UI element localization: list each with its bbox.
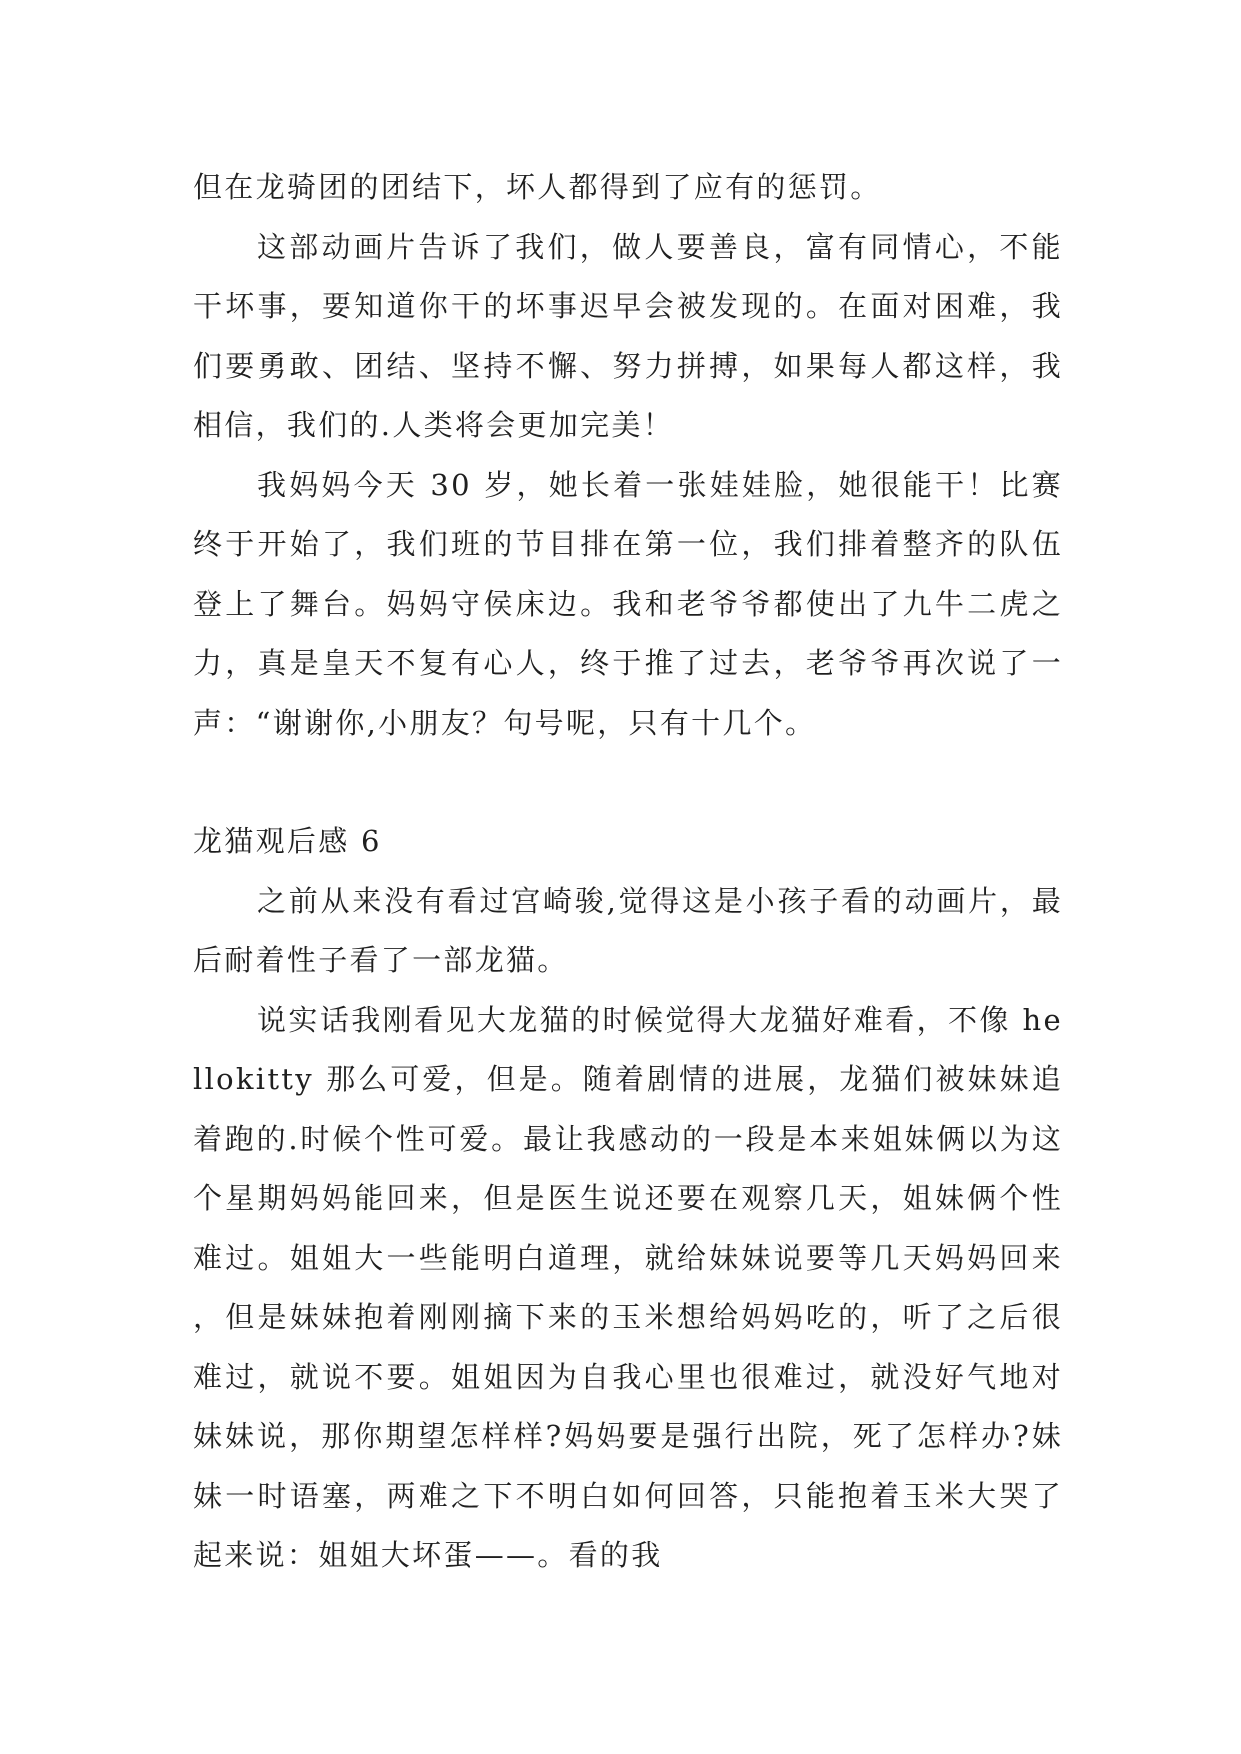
paragraph: 之前从来没有看过宫崎骏,觉得这是小孩子看的动画片，最后耐着性子看了一部龙猫。 xyxy=(193,883,1063,977)
paragraph: 这部动画片告诉了我们，做人要善良，富有同情心，不能干坏事，要知道你干的坏事迟早会被发现的。在面对困难，我们要勇敢、团结、坚持不懈、努力拼搏，如果每人都这样，我相信，我们的.人类将会更加完美！ xyxy=(193,229,1063,442)
paragraph-continuation: 但在龙骑团的团结下，坏人都得到了应有的惩罚。 xyxy=(193,170,882,204)
section-title: 龙猫观后感 6 xyxy=(193,824,382,858)
paragraph: 我妈妈今天 30 岁，她长着一张娃娃脸，她很能干！比赛终于开始了，我们班的节目排在第一位，我们排着整齐的队伍登上了舞台。妈妈守侯床边。我和老爷爷都使出了九牛二虎之力，真是皇天不复有心人，终于推了过去，老爷爷再次说了一声：“谢谢你,小朋友？句号呢，只有十几个。 xyxy=(193,467,1063,740)
document-body xyxy=(193,158,1063,1586)
paragraph: 说实话我刚看见大龙猫的时候觉得大龙猫好难看，不像 hellokitty 那么可爱，但是。随着剧情的进展，龙猫们被妹妹追着跑的.时候个性可爱。最让我感动的一段是本来姐妹俩以为这个星期妈妈能回来，但是医生说还要在观察几天，姐妹俩个性难过。姐姐大一些能明白道理，就给妹妹说要等几天妈妈回来，但是妹妹抱着刚刚摘下来的玉米想给妈妈吃的，听了之后很难过，就说不要。姐姐因为自我心里也很难过，就没好气地对妹妹说，那你期望怎样样?妈妈要是强行出院，死了怎样办?妹妹一时语塞，两难之下不明白如何回答，只能抱着玉米大哭了起来说：姐姐大坏蛋——。看的我 xyxy=(193,1002,1063,1572)
